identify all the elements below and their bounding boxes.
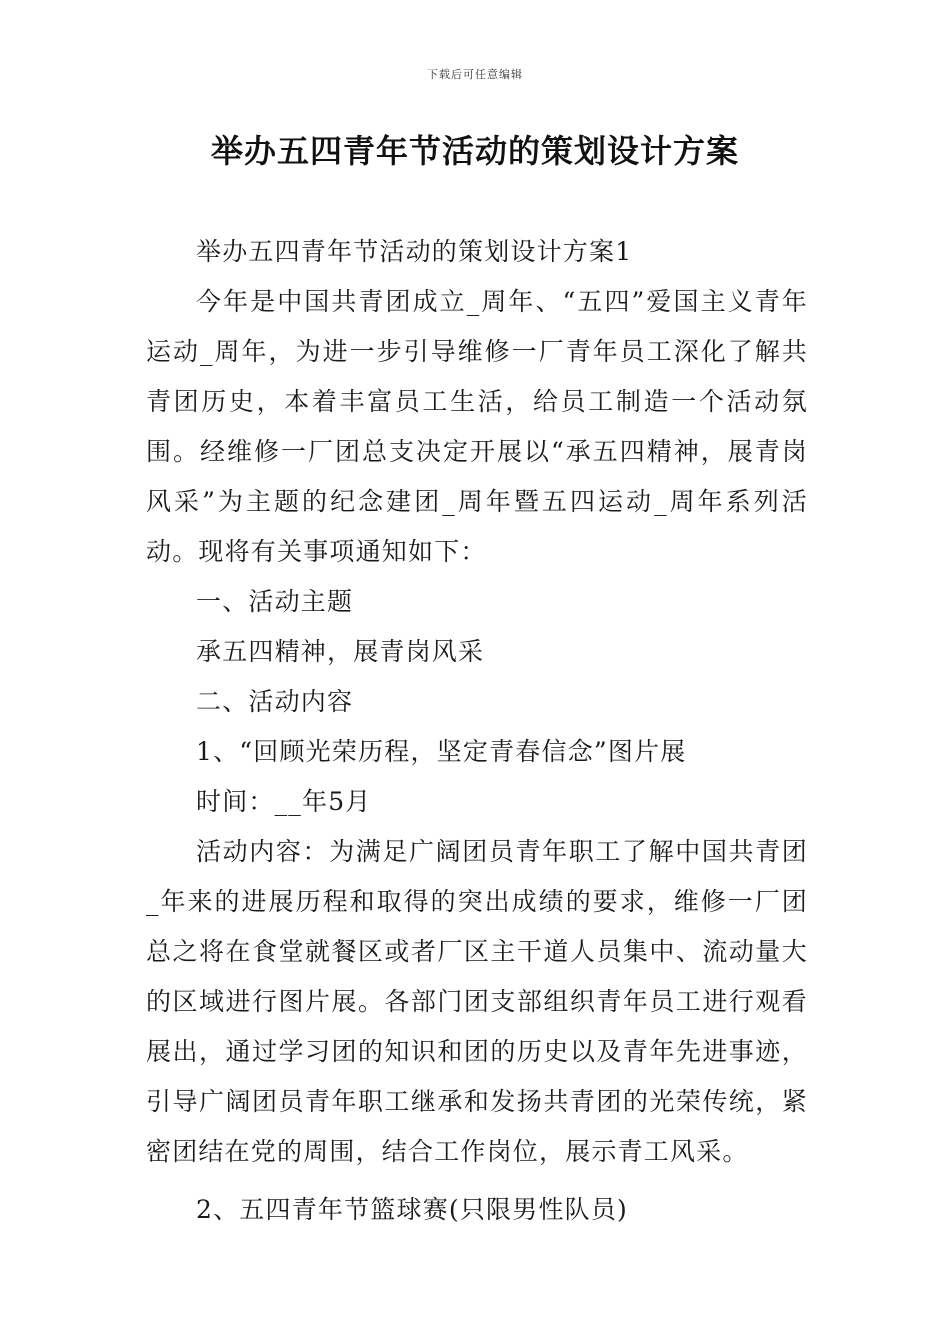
paragraph-heading-theme: 一、活动主题	[196, 587, 354, 616]
document-title: 举办五四青年节活动的策划设计方案	[210, 132, 739, 170]
paragraph-item-2: 2、五四青年节篮球赛(只限男性队员)	[196, 1195, 629, 1224]
paragraph-time: 时间：__年5月	[196, 787, 372, 816]
paragraph-theme: 承五四精神，展青岗风采	[196, 637, 485, 666]
document-body	[146, 227, 808, 1235]
paragraph-item-1: 1、“回顾光荣历程，坚定青春信念”图片展	[196, 737, 687, 766]
paragraph-activity-content: 活动内容：为满足广阔团员青年职工了解中国共青团_年来的进展历程和取得的突出成绩的要求，维修一厂团总之将在食堂就餐区或者厂区主干道人员集中、流动量大的区域进行图片展。各部门团支部组织青年员工进行观看展出，通过学习团的知识和团的历史以及青年先进事迹，引导广阔团员青年职工继承和发扬共青团的光荣传统，紧密团结在党的周围，结合工作岗位，展示青工风采。	[146, 837, 808, 1166]
paragraph-intro: 今年是中国共青团成立_周年、“五四”爱国主义青年运动_周年，为进一步引导维修一厂青年员工深化了解共青团历史，本着丰富员工生活，给员工制造一个活动氛围。经维修一厂团总支决定开展以“承五四精神，展青岗风采”为主题的纪念建团_周年暨五四运动_周年系列活动。现将有关事项通知如下：	[146, 287, 808, 566]
header-note: 下载后可任意编辑	[427, 68, 523, 81]
paragraph-subtitle: 举办五四青年节活动的策划设计方案1	[196, 237, 633, 266]
paragraph-heading-content: 二、活动内容	[196, 687, 354, 716]
